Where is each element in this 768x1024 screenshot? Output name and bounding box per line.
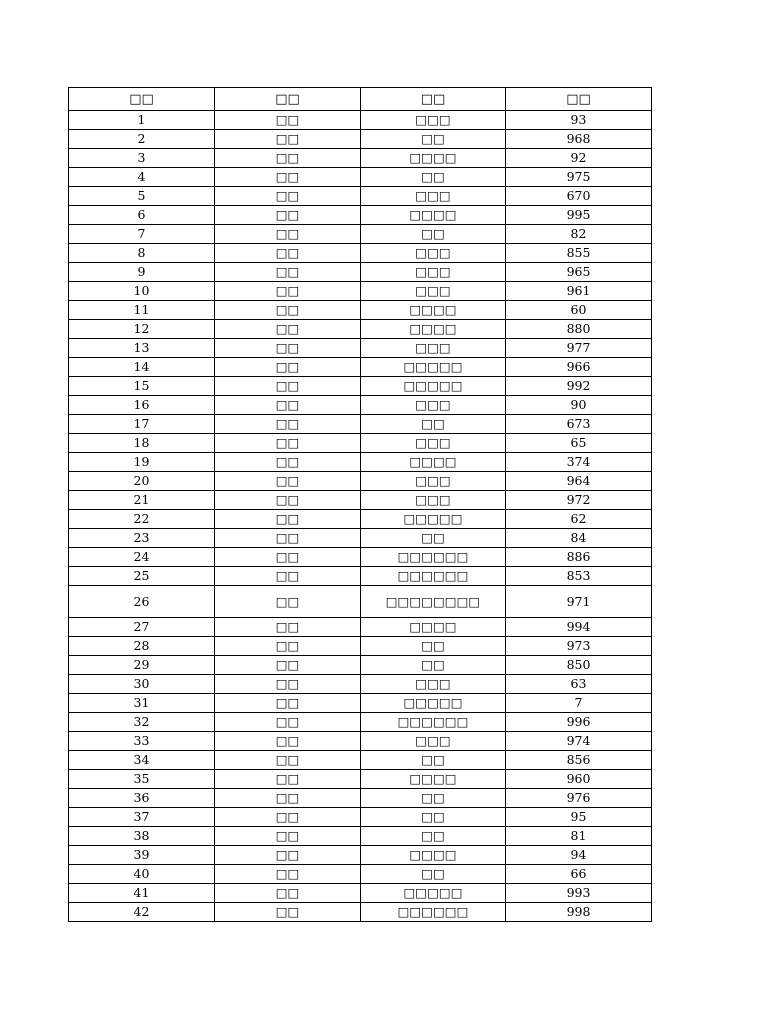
row-number-cell: 4 bbox=[69, 168, 215, 187]
header-cell-2: □□ bbox=[215, 88, 361, 111]
table-row bbox=[69, 320, 652, 339]
value-cell: 673 bbox=[506, 415, 652, 434]
value-cell: 63 bbox=[506, 675, 652, 694]
table-row bbox=[69, 567, 652, 586]
name-cell: □□□ bbox=[361, 263, 506, 282]
name-cell: □□□□□ bbox=[361, 694, 506, 713]
category-cell: □□ bbox=[215, 168, 361, 187]
row-number-cell: 1 bbox=[69, 111, 215, 130]
table-row bbox=[69, 713, 652, 732]
category-cell: □□ bbox=[215, 339, 361, 358]
row-number-cell: 22 bbox=[69, 510, 215, 529]
row-number-cell: 37 bbox=[69, 808, 215, 827]
table-row bbox=[69, 846, 652, 865]
row-number-cell: 8 bbox=[69, 244, 215, 263]
name-cell: □□□ bbox=[361, 282, 506, 301]
row-number-cell: 27 bbox=[69, 618, 215, 637]
name-cell: □□ bbox=[361, 751, 506, 770]
name-cell: □□□□□□ bbox=[361, 567, 506, 586]
table-row bbox=[69, 865, 652, 884]
header-cell-1: □□ bbox=[69, 88, 215, 111]
table-row bbox=[69, 827, 652, 846]
row-number-cell: 29 bbox=[69, 656, 215, 675]
name-cell: □□ bbox=[361, 529, 506, 548]
category-cell: □□ bbox=[215, 865, 361, 884]
name-cell: □□ bbox=[361, 865, 506, 884]
row-number-cell: 21 bbox=[69, 491, 215, 510]
row-number-cell: 30 bbox=[69, 675, 215, 694]
category-cell: □□ bbox=[215, 130, 361, 149]
name-cell: □□ bbox=[361, 225, 506, 244]
row-number-cell: 17 bbox=[69, 415, 215, 434]
table-body bbox=[69, 111, 652, 922]
row-number-cell: 11 bbox=[69, 301, 215, 320]
table-row bbox=[69, 903, 652, 922]
table-row bbox=[69, 168, 652, 187]
category-cell: □□ bbox=[215, 808, 361, 827]
value-cell: 95 bbox=[506, 808, 652, 827]
value-cell: 84 bbox=[506, 529, 652, 548]
name-cell: □□□□ bbox=[361, 320, 506, 339]
category-cell: □□ bbox=[215, 472, 361, 491]
header-row bbox=[69, 88, 652, 111]
row-number-cell: 2 bbox=[69, 130, 215, 149]
row-number-cell: 42 bbox=[69, 903, 215, 922]
category-cell: □□ bbox=[215, 618, 361, 637]
row-number-cell: 38 bbox=[69, 827, 215, 846]
category-cell: □□ bbox=[215, 567, 361, 586]
table-row bbox=[69, 111, 652, 130]
row-number-cell: 7 bbox=[69, 225, 215, 244]
name-cell: □□ bbox=[361, 168, 506, 187]
value-cell: 971 bbox=[506, 586, 652, 618]
category-cell: □□ bbox=[215, 320, 361, 339]
table-row bbox=[69, 637, 652, 656]
category-cell: □□ bbox=[215, 491, 361, 510]
name-cell: □□□□□□ bbox=[361, 548, 506, 567]
category-cell: □□ bbox=[215, 586, 361, 618]
value-cell: 886 bbox=[506, 548, 652, 567]
category-cell: □□ bbox=[215, 656, 361, 675]
value-cell: 998 bbox=[506, 903, 652, 922]
value-cell: 961 bbox=[506, 282, 652, 301]
name-cell: □□□□ bbox=[361, 618, 506, 637]
row-number-cell: 39 bbox=[69, 846, 215, 865]
table-row bbox=[69, 751, 652, 770]
name-cell: □□ bbox=[361, 656, 506, 675]
row-number-cell: 41 bbox=[69, 884, 215, 903]
category-cell: □□ bbox=[215, 510, 361, 529]
value-cell: 60 bbox=[506, 301, 652, 320]
category-cell: □□ bbox=[215, 244, 361, 263]
name-cell: □□□□ bbox=[361, 770, 506, 789]
value-cell: 977 bbox=[506, 339, 652, 358]
category-cell: □□ bbox=[215, 206, 361, 225]
table-row bbox=[69, 149, 652, 168]
value-cell: 90 bbox=[506, 396, 652, 415]
table-row bbox=[69, 187, 652, 206]
category-cell: □□ bbox=[215, 377, 361, 396]
table-row bbox=[69, 529, 652, 548]
table-row bbox=[69, 732, 652, 751]
row-number-cell: 31 bbox=[69, 694, 215, 713]
name-cell: □□□ bbox=[361, 111, 506, 130]
row-number-cell: 33 bbox=[69, 732, 215, 751]
category-cell: □□ bbox=[215, 827, 361, 846]
row-number-cell: 12 bbox=[69, 320, 215, 339]
row-number-cell: 18 bbox=[69, 434, 215, 453]
name-cell: □□□□□□ bbox=[361, 903, 506, 922]
category-cell: □□ bbox=[215, 282, 361, 301]
row-number-cell: 25 bbox=[69, 567, 215, 586]
table-row bbox=[69, 225, 652, 244]
category-cell: □□ bbox=[215, 548, 361, 567]
table-row bbox=[69, 282, 652, 301]
value-cell: 975 bbox=[506, 168, 652, 187]
table-row bbox=[69, 586, 652, 618]
name-cell: □□□ bbox=[361, 187, 506, 206]
category-cell: □□ bbox=[215, 149, 361, 168]
category-cell: □□ bbox=[215, 529, 361, 548]
header-cell-4: □□ bbox=[506, 88, 652, 111]
value-cell: 81 bbox=[506, 827, 652, 846]
value-cell: 974 bbox=[506, 732, 652, 751]
table-row bbox=[69, 491, 652, 510]
value-cell: 850 bbox=[506, 656, 652, 675]
name-cell: □□□□ bbox=[361, 846, 506, 865]
name-cell: □□□□□ bbox=[361, 884, 506, 903]
value-cell: 960 bbox=[506, 770, 652, 789]
row-number-cell: 35 bbox=[69, 770, 215, 789]
row-number-cell: 5 bbox=[69, 187, 215, 206]
category-cell: □□ bbox=[215, 225, 361, 244]
table-header bbox=[69, 88, 652, 111]
value-cell: 62 bbox=[506, 510, 652, 529]
name-cell: □□ bbox=[361, 808, 506, 827]
name-cell: □□ bbox=[361, 415, 506, 434]
name-cell: □□□□□ bbox=[361, 510, 506, 529]
value-cell: 965 bbox=[506, 263, 652, 282]
row-number-cell: 32 bbox=[69, 713, 215, 732]
category-cell: □□ bbox=[215, 637, 361, 656]
category-cell: □□ bbox=[215, 111, 361, 130]
value-cell: 880 bbox=[506, 320, 652, 339]
category-cell: □□ bbox=[215, 751, 361, 770]
value-cell: 94 bbox=[506, 846, 652, 865]
value-cell: 972 bbox=[506, 491, 652, 510]
row-number-cell: 19 bbox=[69, 453, 215, 472]
row-number-cell: 36 bbox=[69, 789, 215, 808]
table-row bbox=[69, 263, 652, 282]
row-number-cell: 26 bbox=[69, 586, 215, 618]
table-row bbox=[69, 884, 652, 903]
table-row bbox=[69, 244, 652, 263]
value-cell: 994 bbox=[506, 618, 652, 637]
name-cell: □□□ bbox=[361, 396, 506, 415]
value-cell: 66 bbox=[506, 865, 652, 884]
row-number-cell: 3 bbox=[69, 149, 215, 168]
table-row bbox=[69, 130, 652, 149]
table-row bbox=[69, 548, 652, 567]
table-row bbox=[69, 808, 652, 827]
row-number-cell: 6 bbox=[69, 206, 215, 225]
name-cell: □□□□ bbox=[361, 301, 506, 320]
row-number-cell: 34 bbox=[69, 751, 215, 770]
category-cell: □□ bbox=[215, 789, 361, 808]
name-cell: □□□□□□ bbox=[361, 713, 506, 732]
table-row bbox=[69, 301, 652, 320]
row-number-cell: 15 bbox=[69, 377, 215, 396]
value-cell: 853 bbox=[506, 567, 652, 586]
name-cell: □□□□□ bbox=[361, 358, 506, 377]
value-cell: 993 bbox=[506, 884, 652, 903]
name-cell: □□□□ bbox=[361, 206, 506, 225]
category-cell: □□ bbox=[215, 434, 361, 453]
category-cell: □□ bbox=[215, 770, 361, 789]
value-cell: 995 bbox=[506, 206, 652, 225]
table-row bbox=[69, 339, 652, 358]
table-row bbox=[69, 396, 652, 415]
table-row bbox=[69, 453, 652, 472]
value-cell: 968 bbox=[506, 130, 652, 149]
name-cell: □□□□ bbox=[361, 453, 506, 472]
table-row bbox=[69, 675, 652, 694]
name-cell: □□□□□ bbox=[361, 377, 506, 396]
value-cell: 966 bbox=[506, 358, 652, 377]
value-cell: 973 bbox=[506, 637, 652, 656]
table-row bbox=[69, 472, 652, 491]
row-number-cell: 20 bbox=[69, 472, 215, 491]
row-number-cell: 40 bbox=[69, 865, 215, 884]
name-cell: □□ bbox=[361, 827, 506, 846]
value-cell: 964 bbox=[506, 472, 652, 491]
value-cell: 996 bbox=[506, 713, 652, 732]
category-cell: □□ bbox=[215, 263, 361, 282]
table-row bbox=[69, 206, 652, 225]
value-cell: 992 bbox=[506, 377, 652, 396]
category-cell: □□ bbox=[215, 694, 361, 713]
table-row bbox=[69, 358, 652, 377]
value-cell: 93 bbox=[506, 111, 652, 130]
name-cell: □□□□□□□□ bbox=[361, 586, 506, 618]
table-row bbox=[69, 618, 652, 637]
row-number-cell: 24 bbox=[69, 548, 215, 567]
category-cell: □□ bbox=[215, 187, 361, 206]
value-cell: 856 bbox=[506, 751, 652, 770]
category-cell: □□ bbox=[215, 903, 361, 922]
value-cell: 92 bbox=[506, 149, 652, 168]
table-row bbox=[69, 656, 652, 675]
value-cell: 82 bbox=[506, 225, 652, 244]
category-cell: □□ bbox=[215, 846, 361, 865]
name-cell: □□□ bbox=[361, 244, 506, 263]
name-cell: □□□ bbox=[361, 491, 506, 510]
row-number-cell: 13 bbox=[69, 339, 215, 358]
category-cell: □□ bbox=[215, 358, 361, 377]
table-row bbox=[69, 789, 652, 808]
value-cell: 65 bbox=[506, 434, 652, 453]
name-cell: □□ bbox=[361, 789, 506, 808]
name-cell: □□ bbox=[361, 637, 506, 656]
header-cell-3: □□ bbox=[361, 88, 506, 111]
data-table bbox=[68, 87, 652, 922]
name-cell: □□□ bbox=[361, 339, 506, 358]
row-number-cell: 16 bbox=[69, 396, 215, 415]
table-row bbox=[69, 377, 652, 396]
row-number-cell: 9 bbox=[69, 263, 215, 282]
value-cell: 670 bbox=[506, 187, 652, 206]
category-cell: □□ bbox=[215, 415, 361, 434]
table-row bbox=[69, 434, 652, 453]
category-cell: □□ bbox=[215, 713, 361, 732]
row-number-cell: 28 bbox=[69, 637, 215, 656]
table-row bbox=[69, 510, 652, 529]
value-cell: 976 bbox=[506, 789, 652, 808]
name-cell: □□□ bbox=[361, 434, 506, 453]
name-cell: □□□ bbox=[361, 675, 506, 694]
name-cell: □□□ bbox=[361, 472, 506, 491]
row-number-cell: 14 bbox=[69, 358, 215, 377]
value-cell: 7 bbox=[506, 694, 652, 713]
table-row bbox=[69, 770, 652, 789]
table-row bbox=[69, 415, 652, 434]
name-cell: □□□□ bbox=[361, 149, 506, 168]
category-cell: □□ bbox=[215, 675, 361, 694]
row-number-cell: 10 bbox=[69, 282, 215, 301]
row-number-cell: 23 bbox=[69, 529, 215, 548]
category-cell: □□ bbox=[215, 884, 361, 903]
name-cell: □□ bbox=[361, 130, 506, 149]
category-cell: □□ bbox=[215, 732, 361, 751]
category-cell: □□ bbox=[215, 301, 361, 320]
category-cell: □□ bbox=[215, 396, 361, 415]
value-cell: 855 bbox=[506, 244, 652, 263]
category-cell: □□ bbox=[215, 453, 361, 472]
value-cell: 374 bbox=[506, 453, 652, 472]
table-row bbox=[69, 694, 652, 713]
name-cell: □□□ bbox=[361, 732, 506, 751]
